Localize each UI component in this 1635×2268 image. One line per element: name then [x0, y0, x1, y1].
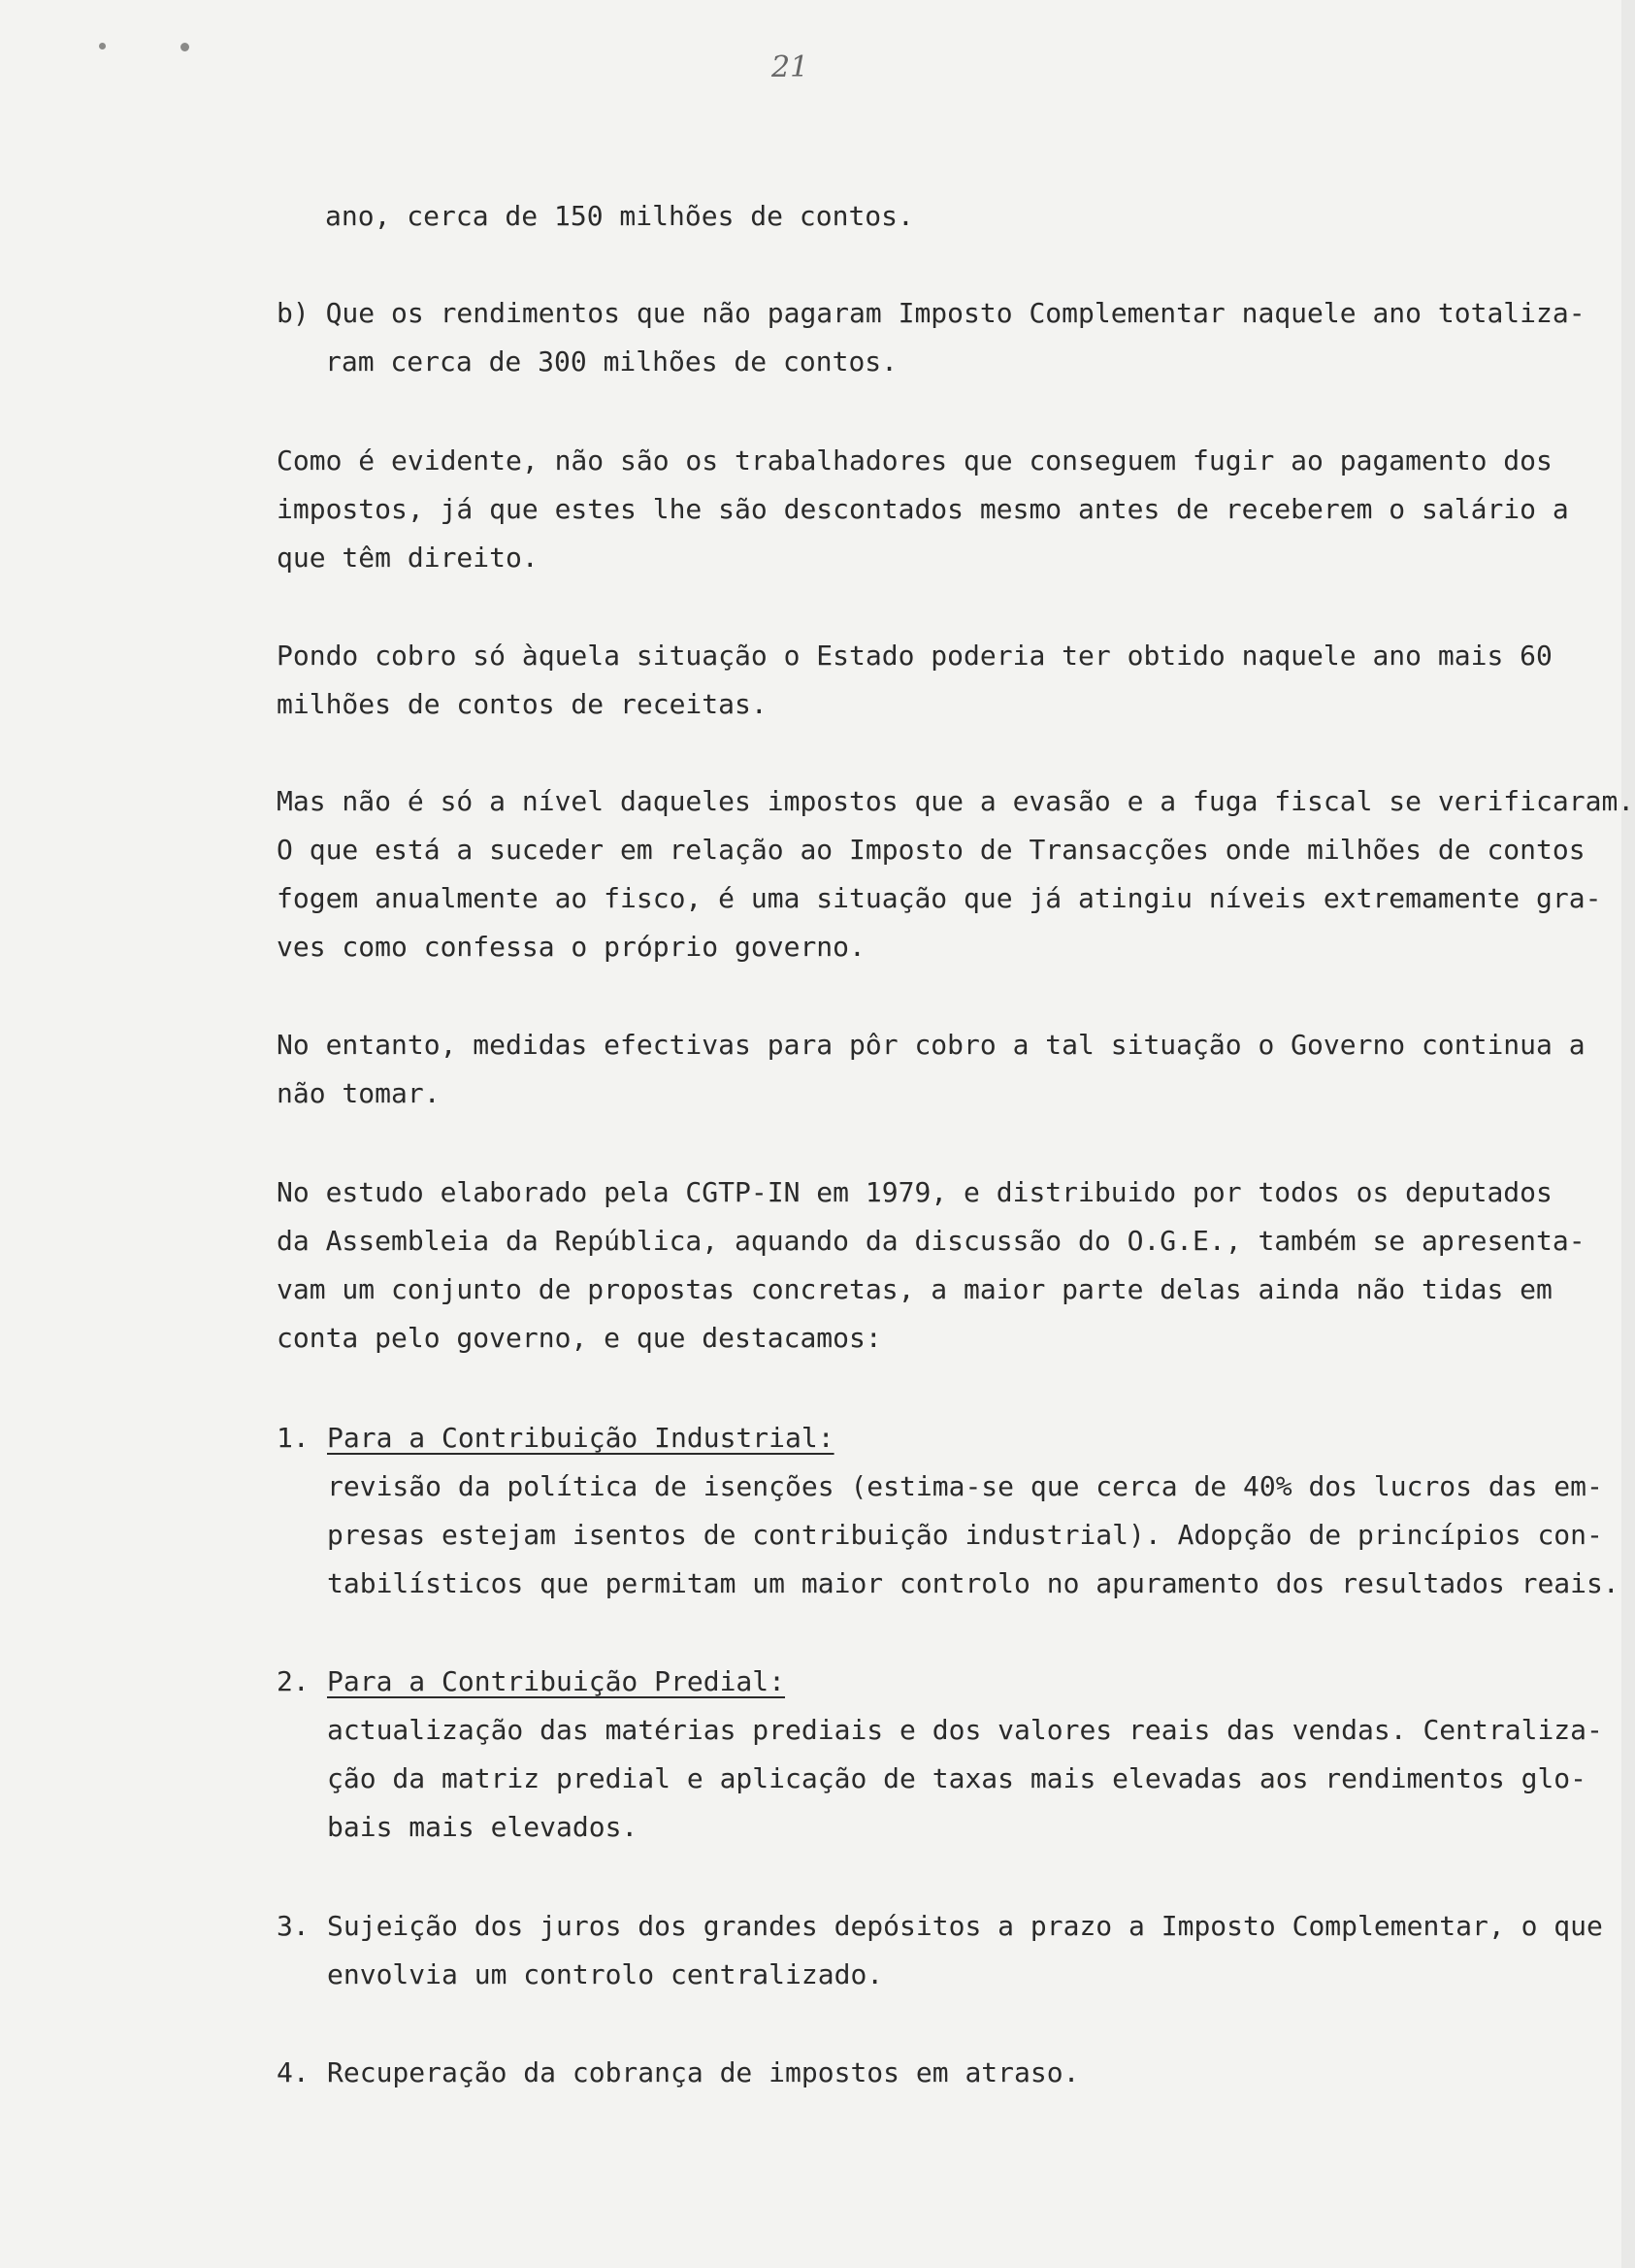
text-line: presas estejam isentos de contribuição industrial). Adopção de princípios con- [327, 1519, 1603, 1551]
list-heading: Para a Contribuição Industrial: [327, 1422, 834, 1454]
text-line: ves como confessa o próprio governo. [277, 931, 866, 963]
text-line: milhões de contos de receitas. [277, 688, 768, 720]
paragraph-trabalhadores [277, 437, 1569, 582]
list-number: 2. [277, 1665, 310, 1697]
text-line: fogem anualmente ao fisco, é uma situação que já atingiu níveis extremamente gra- [277, 882, 1602, 914]
paper-speck [99, 43, 106, 49]
handwritten-page-number: 21 [771, 50, 809, 84]
text-line: O que está a suceder em relação ao Imposto de Transacções onde milhões de contos [277, 834, 1586, 866]
list-item-1 [277, 1414, 1619, 1608]
text-line: revisão da política de isenções (estima-se que cerca de 40% dos lucros das em- [327, 1470, 1603, 1502]
text-line: Pondo cobro só àquela situação o Estado poderia ter obtido naquele ano mais 60 [277, 640, 1553, 672]
paragraph-estudo-cgtp [277, 1168, 1586, 1363]
paper-speck [180, 43, 189, 51]
text-line: No estudo elaborado pela CGTP-IN em 1979, e distribuido por todos os deputados [277, 1176, 1553, 1208]
list-number: 4. [277, 2056, 310, 2088]
text-line: envolvia um controlo centralizado. [327, 1958, 884, 1990]
list-item-2 [277, 1658, 1603, 1852]
text-line: impostos, já que estes lhe são descontados mesmo antes de receberem o salário a [277, 493, 1569, 525]
text-line: conta pelo governo, e que destacamos: [277, 1322, 882, 1354]
text-line: que têm direito. [277, 542, 539, 574]
text-line: No entanto, medidas efectivas para pôr cobro a tal situação o Governo continua a [277, 1029, 1586, 1061]
text-line: Recuperação da cobrança de impostos em atraso. [327, 2056, 1080, 2088]
paragraph-medidas [277, 1021, 1586, 1118]
text-line: ano, cerca de 150 milhões de contos. [325, 200, 914, 232]
list-number: 1. [277, 1422, 310, 1454]
paragraph-continuation [325, 192, 914, 241]
text-line: não tomar. [277, 1077, 441, 1109]
list-heading: Para a Contribuição Predial: [327, 1665, 786, 1697]
text-line: Como é evidente, não são os trabalhadores que conseguem fugir ao pagamento dos [277, 444, 1553, 477]
text-line: ção da matriz predial e aplicação de taxas mais elevadas aos rendimentos glo- [327, 1762, 1587, 1794]
paragraph-pondo-cobro [277, 632, 1553, 729]
text-line: ram cerca de 300 milhões de contos. [325, 345, 899, 378]
paragraph-b [277, 289, 1586, 386]
text-line: Mas não é só a nível daqueles impostos que a evasão e a fuga fiscal se verificaram. [277, 785, 1635, 817]
text-line: bais mais elevados. [327, 1811, 638, 1843]
list-number: 3. [277, 1910, 310, 1942]
text-line: Sujeição dos juros dos grandes depósitos a prazo a Imposto Complementar, o que [327, 1910, 1603, 1942]
list-item-4 [277, 2049, 1079, 2097]
text-line: vam um conjunto de propostas concretas, a maior parte delas ainda não tidas em [277, 1273, 1553, 1305]
text-line: actualização das matérias prediais e dos valores reais das vendas. Centraliza- [327, 1714, 1603, 1746]
paragraph-evasao-fiscal [277, 777, 1634, 971]
text-line: tabilísticos que permitam um maior controlo no apuramento dos resultados reais. [327, 1567, 1619, 1599]
text-line: da Assembleia da República, aquando da discussão do O.G.E., também se apresenta- [277, 1225, 1586, 1257]
list-item-3 [277, 1902, 1603, 1999]
text-line: b) Que os rendimentos que não pagaram Imposto Complementar naquele ano totaliza- [277, 297, 1586, 329]
